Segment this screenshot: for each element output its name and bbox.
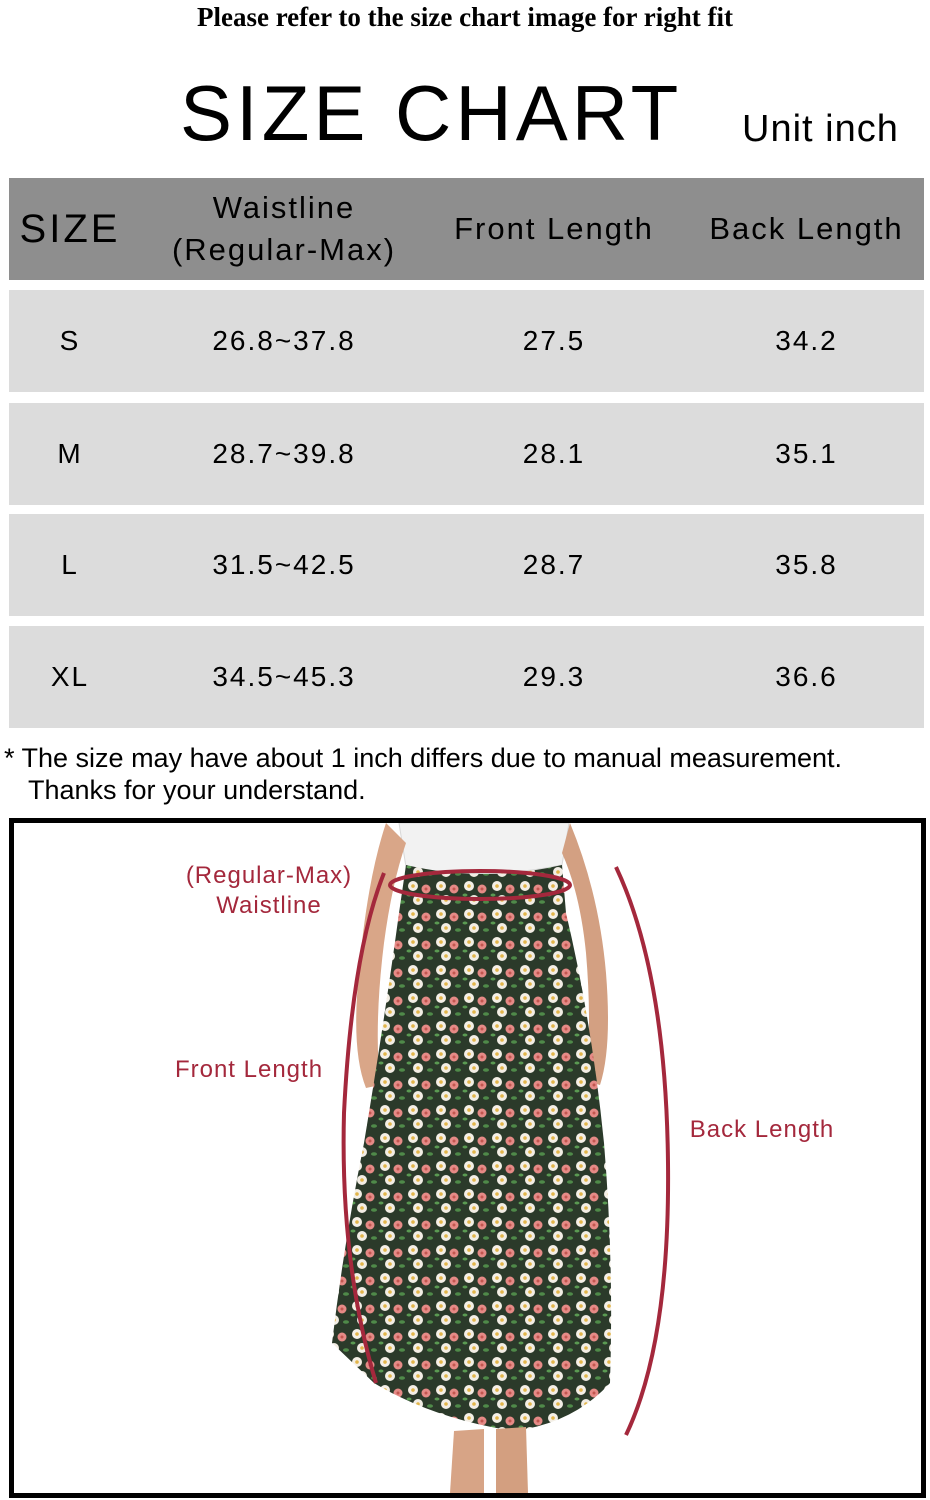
skirt-illustration [14, 823, 921, 1493]
front-length-cell: 28.1 [522, 438, 586, 469]
skirt-measurement-photo [9, 818, 926, 1498]
header-waistline-range: (Regular-Max) [171, 232, 397, 267]
table-row [9, 290, 924, 392]
front-length-cell: 28.7 [522, 549, 586, 580]
waist-measure-name: Waistline [216, 892, 322, 919]
table-row [9, 514, 924, 616]
measurement-footnote [4, 742, 930, 806]
front-length-label: Front Length [174, 1056, 324, 1083]
waist-cell: 31.5~42.5 [212, 549, 356, 580]
size-cell: L [61, 549, 79, 580]
footnote-line-1: * The size may have about 1 inch differs due to manual measurement. [4, 743, 842, 773]
front-length-cell: 27.5 [522, 325, 586, 356]
back-length-label: Back Length [689, 1116, 835, 1143]
back-length-cell: 35.8 [775, 549, 838, 580]
back-length-cell: 34.2 [775, 325, 838, 356]
header-size: SIZE [19, 207, 121, 251]
front-length-cell: 29.3 [522, 661, 586, 692]
header-waistline [154, 178, 414, 280]
waist-cell: 28.7~39.8 [212, 438, 356, 469]
waist-cell: 26.8~37.8 [212, 325, 356, 356]
footnote-line-2: Thanks for your understand. [28, 775, 366, 805]
size-cell: XL [50, 661, 90, 692]
table-row [9, 403, 924, 505]
header-waistline-label: Waistline [212, 190, 356, 225]
back-length-cell: 36.6 [775, 661, 838, 692]
size-cell: M [57, 438, 83, 469]
waist-cell: 34.5~45.3 [212, 661, 356, 692]
size-chart-title: SIZE CHART [180, 69, 683, 157]
size-cell: S [59, 325, 81, 356]
table-row [9, 626, 924, 728]
table-header [9, 178, 924, 280]
back-length-cell: 35.1 [775, 438, 838, 469]
waist-measure-range: (Regular-Max) [185, 862, 353, 889]
unit-label: Unit inch [742, 108, 899, 150]
header-front-length: Front Length [454, 211, 654, 246]
fit-note: Please refer to the size chart image for right fit [196, 2, 734, 32]
waist-measure-label [164, 861, 374, 921]
header-back-length: Back Length [709, 211, 904, 246]
